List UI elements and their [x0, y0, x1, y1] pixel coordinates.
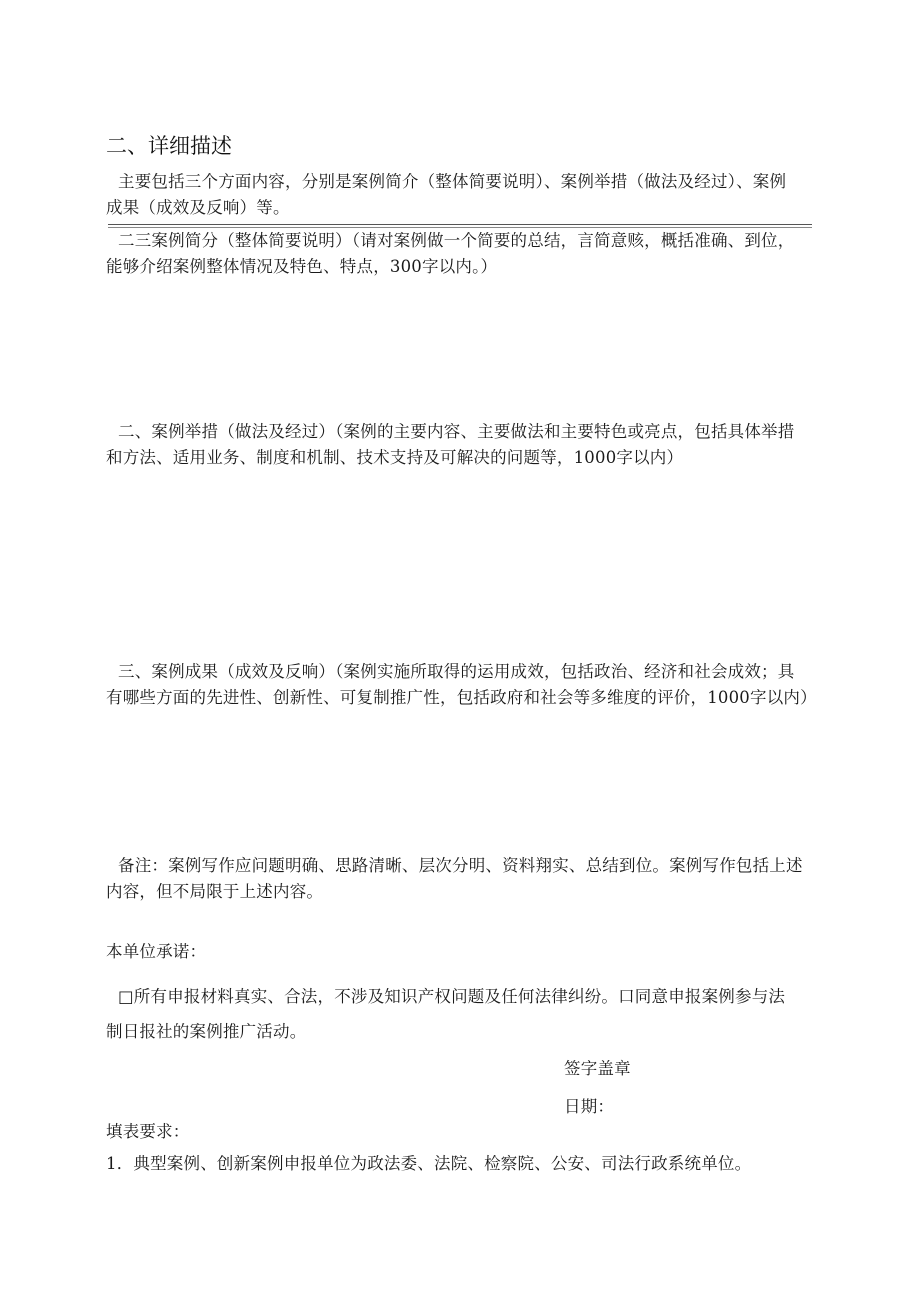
date-label: 日期：	[564, 1097, 615, 1116]
commitment-line-2: 制日报社的案例推广活动。	[106, 1022, 307, 1041]
intro-line-1: 主要包括三个方面内容，分别是案例简介（整体简要说明）、案例举措（做法及经过）、案例	[118, 172, 787, 191]
note-line-1: 备注：案例写作应问题明确、思路清晰、层次分明、资料翔实、总结到位。案例写作包括上述	[118, 856, 803, 875]
part3-line-2: 有哪些方面的先进性、创新性、可复制推广性，包括政府和社会等多维度的评价，1000字以内）	[106, 688, 817, 707]
part1-line-1: 二三案例简分（整体简要说明）（请对案例做一个简要的总结，言简意赅，概括准确、到位，	[118, 231, 795, 250]
part2-line-1: 二、案例举措（做法及经过）（案例的主要内容、主要做法和主要特色或亮点，包括具体举措	[118, 422, 795, 441]
divider-line-top	[108, 224, 812, 225]
section-heading: 二、详细描述	[106, 134, 232, 158]
intro-line-2: 成果（成效及反响）等。	[106, 198, 290, 217]
note-line-2: 内容，但不局限于上述内容。	[106, 882, 324, 901]
part1-line-2: 能够介绍案例整体情况及特色、特点，300字以内。）	[106, 257, 498, 276]
commitment-line-1: □所有申报材料真实、合法，不涉及知识产权问题及任何法律纠纷。口同意申报案例参与法	[118, 987, 786, 1006]
part3-line-1: 三、案例成果（成效及反响）（案例实施所取得的运用成效，包括政治、经济和社会成效；具	[118, 662, 795, 681]
sign-seal-label: 签字盖章	[564, 1059, 631, 1078]
commitment-label: 本单位承诺：	[106, 942, 207, 961]
requirements-label: 填表要求：	[106, 1122, 190, 1141]
requirements-item-1: 1．典型案例、创新案例申报单位为政法委、法院、检察院、公安、司法行政系统单位。	[106, 1154, 752, 1173]
part2-line-2: 和方法、适用业务、制度和机制、技术支持及可解决的问题等，1000字以内）	[106, 448, 684, 467]
